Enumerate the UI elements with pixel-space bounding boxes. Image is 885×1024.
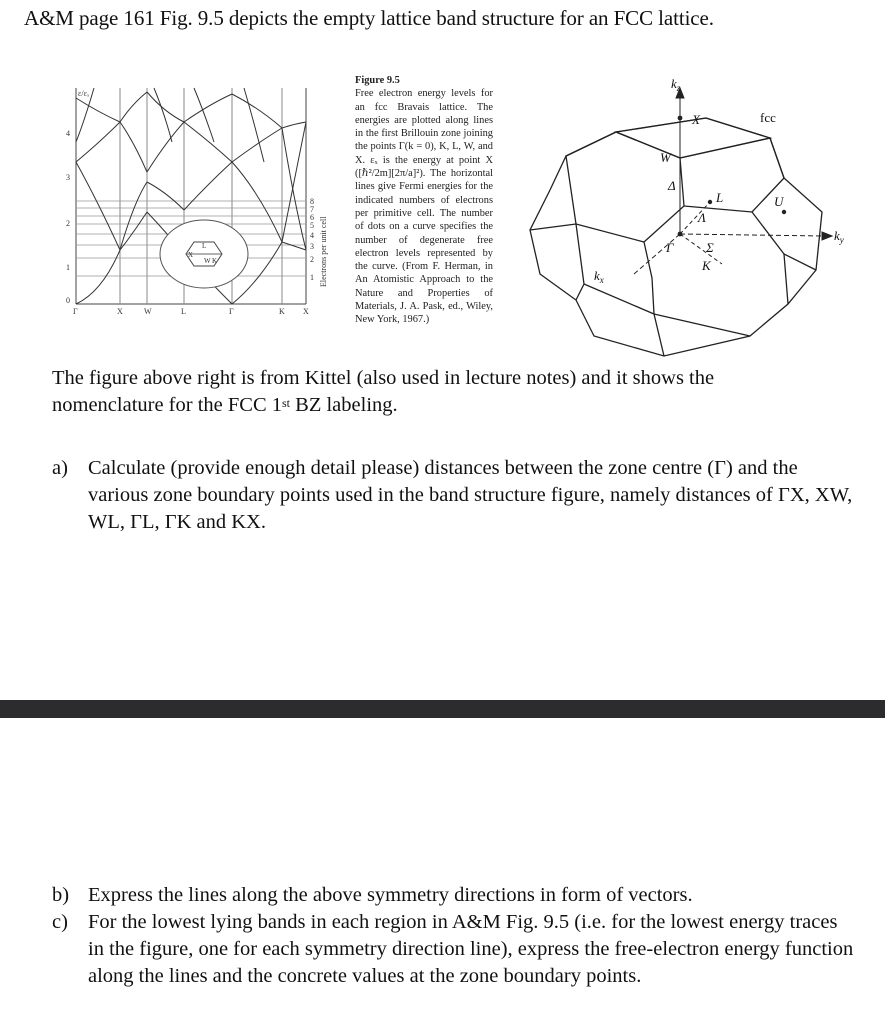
label-ky: $k_y$ (834, 228, 844, 245)
y-tick-2: 2 (66, 219, 70, 228)
label-delta: Δ (668, 178, 676, 193)
label-kz: $k_z$ (671, 76, 681, 93)
y-tick-1: 1 (66, 263, 70, 272)
label-k: K (702, 258, 711, 273)
figure-caption (355, 74, 493, 327)
question-c-letter: c) (52, 911, 68, 933)
intro-paragraph (52, 365, 852, 419)
label-sigma: Σ (706, 240, 714, 255)
question-c (52, 909, 857, 990)
question-b-letter: b) (52, 884, 70, 906)
header-text: A&M page 161 Fig. 9.5 depicts the empty lattice band structure for an FCC lattice. (24, 6, 714, 30)
x-tick-w: W (144, 307, 152, 316)
question-a-letter: a) (52, 457, 68, 479)
y-axis-label: ε/εₓ (78, 89, 90, 98)
brillouin-zone-diagram (484, 74, 864, 360)
question-bc-block (52, 882, 857, 990)
label-u: U (774, 194, 784, 209)
band-structure-plot (54, 82, 354, 322)
y-tick-0: 0 (66, 296, 70, 305)
front-hex-face (566, 132, 684, 242)
question-a (52, 455, 857, 536)
right-tick-6: 6 (310, 213, 314, 222)
label-fcc: fcc (760, 110, 776, 125)
question-c-text: For the lowest lying bands in each region in A&M Fig. 9.5 (i.e. for the lowest energy traces in the figure, one for each symmetry direction line), express the free-electron energy function along the lines and the concrete values at the zone boundary points. (88, 911, 854, 987)
inset-label-k: K (212, 257, 218, 265)
ky-axis (680, 234, 824, 236)
right-tick-1: 1 (310, 273, 314, 282)
label-x: X (692, 112, 700, 127)
right-tick-8: 8 (310, 197, 314, 206)
right-tick-3: 3 (310, 242, 314, 251)
right-tick-7: 7 (310, 205, 314, 214)
inset-label-x: X (188, 251, 194, 259)
intro-line-2: nomenclature for the FCC 1st BZ labeling. (52, 394, 398, 416)
x-tick-gamma-2: Γ (229, 307, 234, 316)
label-w: W (660, 150, 671, 165)
x-tick-x-1: X (117, 307, 123, 316)
right-tick-4: 4 (310, 231, 314, 240)
page-divider (0, 700, 885, 718)
question-b-text: Express the lines along the above symmetry directions in form of vectors. (88, 884, 693, 906)
y-tick-4: 4 (66, 129, 70, 138)
x-tick-k: K (279, 307, 285, 316)
x-tick-x-2: X (303, 307, 309, 316)
x-tick-gamma-1: Γ (73, 307, 78, 316)
caption-text: Free electron energy levels for an fcc Bravais lattice. The energies are plotted along lines in the first Brillouin zone joining the points Γ(k = 0), K, L, W, and X. εₓ is the energy at point X ([ℏ²/2m][2π/a]²). The horizontal lines give Fermi energies for the indicated numbers of electrons per primitive cell. The number of dots on a curve specifies the number of degenerate free electron levels represented by the curve. (From F. Herman, in An Atomistic Approach to the Nature and Properties of Materials, J. A. Pask, ed., Wiley, New York, 1967.) (355, 88, 493, 326)
question-b (52, 882, 857, 909)
label-lambda: Λ (698, 210, 706, 225)
right-tick-2: 2 (310, 255, 314, 264)
question-a-text: Calculate (provide enough detail please) distances between the zone centre (Γ) and the various zone boundary points used in the band structure figure, namely distances of ΓX, XW, WL, ΓL, ΓK and KX. (88, 457, 853, 533)
figure-area (54, 74, 864, 360)
intro-line-1: The figure above right is from Kittel (also used in lecture notes) and it shows the (52, 367, 715, 389)
label-l: L (716, 190, 724, 205)
x-tick-l: L (181, 307, 186, 316)
caption-title: Figure 9.5 (355, 75, 400, 86)
inset-label-w: W (204, 257, 211, 265)
inset-label-l: L (202, 242, 207, 250)
question-a-block (52, 455, 857, 536)
y-tick-3: 3 (66, 173, 70, 182)
label-kx: $k_x$ (594, 268, 604, 285)
right-axis-label: Electrons per unit cell (319, 216, 328, 287)
label-gamma: Γ (666, 240, 674, 255)
right-tick-5: 5 (310, 221, 314, 230)
